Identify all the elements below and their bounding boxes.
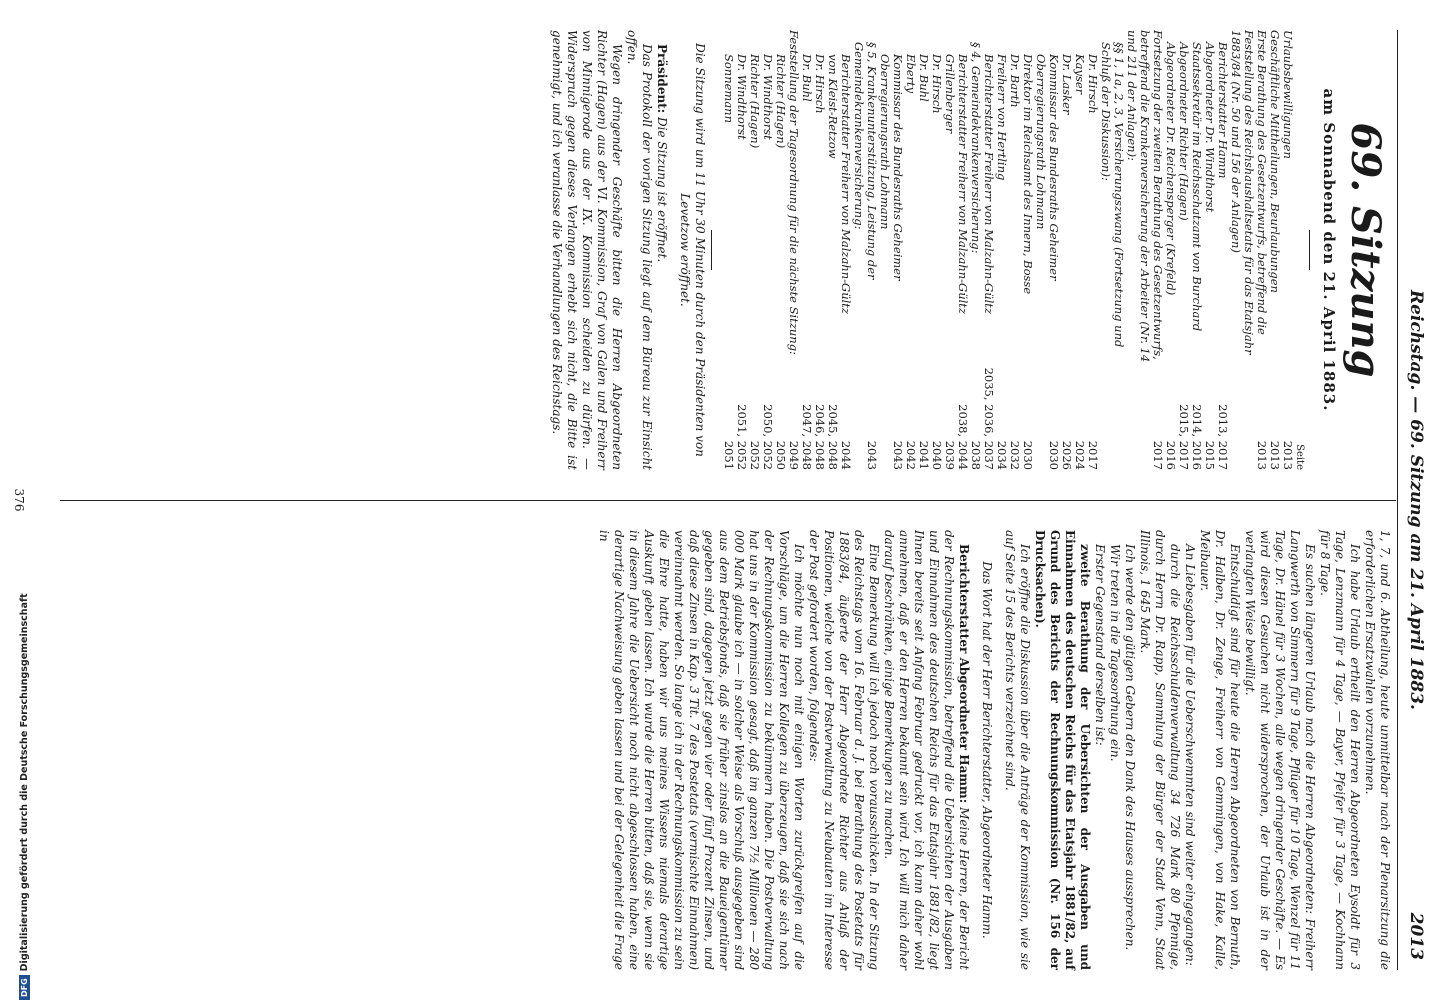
contents-entry: Richter (Hagen) (774, 54, 788, 149)
paragraph: 1, 7, und 6. Abtheilung, heute unmittelbar nach der Plenarsitzung die erforderlichen Ersatzwahlen vorzunehmen. (1363, 530, 1392, 970)
header-title: Reichstag. — 69. Sitzung am 21. April 1883. (1406, 290, 1426, 710)
contents-pages: 2013, 2017 (1216, 404, 1230, 470)
contents-row (1125, 30, 1164, 470)
contents-pages: 2050 (774, 440, 788, 470)
contents-row (852, 30, 878, 470)
contents-pages: 2047, 2048 (800, 404, 814, 470)
contents-pages: 2052 (748, 440, 762, 470)
contents-pages: 2017 (1151, 440, 1165, 470)
contents-pages: 2013 (1255, 440, 1269, 470)
contents-pages: 2030 (1047, 440, 1061, 470)
paragraph: Ich habe Urlaub ertheilt den Herren Abgeordneten Eysoldt für 3 Tage, Lenzmann für 4 Tage, — Bayer, Pfeifer für 3 Tage, — Kochhann für 8 Tage. (1318, 530, 1362, 970)
contents-pages: 2050, 2052 (761, 404, 775, 470)
contents-entry: Kommissar des Bundesraths Geheimer Oberregierungsrath Lohmann (1034, 54, 1061, 281)
contents-row (917, 30, 930, 470)
contents-row (1086, 30, 1099, 470)
contents-row (774, 30, 787, 470)
contents-pages: 2049 (787, 440, 801, 470)
contents-entry: Direktor im Reichsamt des Innern, Bosse (1021, 54, 1035, 295)
contents-entry: Feststellung der Tagesordnung für die nächste Sitzung: (787, 30, 801, 355)
contents-row (1021, 30, 1034, 470)
contents-entry: §§ 1, 1a, 2, 3, Versicherungszwang (Fortsetzung und Schluß der Diskussion): (1099, 42, 1126, 348)
paragraph: Wir treten in die Tagesordnung ein. (1108, 544, 1122, 762)
page-marker: 376 (12, 488, 26, 512)
contents-row (787, 30, 800, 470)
paragraph: An Liebesgaben für die Ueberschwemmten sind weiter eingegangen: (1183, 544, 1197, 966)
contents-pages: 2040 (930, 440, 944, 470)
paragraph: Es suchen längeren Urlaub nach die Herren Abgeordneten: Freiherr Langwerth von Simmern für 9 Tage, Pflüger für 10 Tage, Wenzel für 11 Tage, Dr. Hänel für 3 Wochen, alle wegen dringender Geschäfte. — Es wird diesen Gesuchen nicht widersprochen, der Urlaub ist in der verlangten Weise bewilligt. (1243, 530, 1317, 970)
contents-pages: 2038, 2044 (956, 404, 970, 470)
contents-pages: 2042 (904, 440, 918, 470)
protocol-paragraph: Das Protokoll der vorigen Sitzung liegt auf dem Büreau zur Einsicht offen. (625, 30, 654, 470)
contents-row (943, 30, 956, 470)
contents-pages: 2043 (865, 440, 879, 470)
contents-table (722, 30, 1294, 470)
contents-row (1268, 30, 1281, 470)
contents-entry: Urlaubsbewilligungen (1281, 30, 1295, 159)
contents-row (1203, 30, 1216, 470)
contents-pages: 2044 (839, 440, 853, 470)
contents-entry: von Kleist-Retzow (826, 54, 840, 159)
column-divider (60, 500, 1396, 501)
contents-entry: Berichterstatter Freiherr von Malzahn-Gültz (982, 54, 996, 314)
contents-pages: 2024 (1073, 440, 1087, 470)
contents-row (826, 30, 839, 470)
contents-row (956, 30, 969, 470)
left-column (549, 30, 1392, 470)
opening-text: Die Sitzung wird um 11 Uhr 30 Minuten durch den Präsidenten von Levetzow eröffnet. (678, 43, 707, 457)
contents-pages: 2013 (1268, 440, 1282, 470)
contents-entry: Berichterstatter Freiherr von Malzahn-Gültz (839, 54, 853, 314)
contents-pages: 2030 (1021, 440, 1035, 470)
contents-pages (1099, 368, 1125, 470)
session-subtitle: am Sonnabend den 21. April 1883. (1320, 88, 1338, 412)
contents-entry: Berichterstatter Freiherr von Malzahn-Gültz (956, 54, 970, 314)
contents-entry: Staatssekretär im Reichsschatzamt von Burchard (1190, 42, 1204, 332)
header-page-number: 2013 (1406, 912, 1426, 960)
credit-text: Digitalisierung gefördert durch die Deutsche Forschungsgemeinschaft (18, 593, 30, 972)
contents-entry: Richter (Hagen) (748, 54, 762, 149)
dfg-logo: DFG (19, 975, 30, 1000)
paragraph: Entschuldigt sind für heute die Herren Abgeordneten von Bernuth, Dr. Halben, Dr. Zenge, Freiherr von Gemmingen, von Hake, Kalle, Meibauer. (1198, 530, 1242, 970)
contents-pages: 2017 (1086, 440, 1100, 470)
contents-pages: 2051 (722, 440, 736, 470)
contents-row (722, 30, 735, 470)
contents-pages: 2045, 2048 (826, 404, 840, 470)
speech-text: Meine Herren, der Bericht der Rechnungskommission, betreffend die Uebersichten der Ausgaben und Einnahmen des deutschen Reichs für das Etatsjahr 1881/82, liegt Ihnen bereits seit Anfang Februar gedruckt vor, ich kann daher wohl annehmen, daß er den Herren bekannt sein wird. Ich will mich daher darauf beschränken, einige Bemerkungen zu machen. (882, 530, 971, 970)
contents-row (1060, 30, 1073, 470)
quoted-paragraph: Ich möchte nun noch mit einigen Worten zurückgreifen auf die Vorschläge, um die Herren Kollegen zu überzeugen, daß sie sich nach der Rechnungskommission zu bekümmern haben. Die Postverwaltung hat uns in der Kommission gesagt, daß im ganzen 7½ Millionen — 280 000 Mark glaube ich — in solcher Weise als Vorschuß ausgegeben sind aus dem Betriebsfonds, daß sie früher zinslos an die Baueigentümer gegeben sind, dagegen jetzt gegen vier oder fünf Prozent Zinsen, und daß diese Zinsen in Kap. 3 Tit. 7 des Postetats (vermischte Einnahmen) vereinnahmt werden. So lange ich in der Rechnungskommission zu sein die Ehre hatte, haben wir uns meines Wissens niemals derartige Auskunft geben lassen. Ich wurde die Herren bitten, daß sie, wenn sie in diesem Jahre die Uebersicht noch nicht abgeschlossen haben, eine derartige Nachweisung geben lassen und bei der Gelegenheit die Frage in (597, 530, 806, 970)
contents-entry: Dr. Lasker (1060, 54, 1074, 115)
contents-entry: Erste Berathung des Gesetzentwurfs, betreffend die Feststellung des Reichshaushaltsetats für das Etatsjahr 1883/84 (Nr. 50 und 156 der Anlagen) (1229, 30, 1269, 355)
contents-row (1177, 30, 1190, 470)
running-header (1396, 40, 1426, 960)
contents-rule (711, 230, 712, 270)
contents-entry: Dr. Buhl (800, 54, 814, 102)
contents-row (878, 30, 904, 470)
contents-pages: 2032 (1008, 440, 1022, 470)
contents-row (1281, 30, 1294, 470)
paragraph: Das Wort hat der Herr Berichterstatter, Abgeordneter Hamm. (980, 561, 994, 939)
paragraph: Erster Gegenstand derselben ist: (1093, 544, 1107, 746)
contents-row (1229, 30, 1268, 470)
contents-pages: 2043 (891, 440, 905, 470)
contents-entry: Kommissar des Bundesraths Geheimer Oberregierungsrath Lohmann (878, 54, 905, 281)
right-column (596, 530, 1392, 970)
contents-entry: Dr. Buhl (917, 54, 931, 102)
contents-entry: Freiherr von Hertling (995, 54, 1009, 181)
paragraph: Ich eröffne die Diskussion über die Anträge der Kommission, wie sie auf Seite 15 des Berichts verzeichnet sind. (1003, 530, 1032, 970)
contents-entry: Eberty (904, 54, 918, 94)
contents-row (930, 30, 943, 470)
contents-entry: Dr. Hirsch (930, 54, 944, 114)
contents-row (1099, 30, 1125, 470)
contents-pages: 2016 (1164, 440, 1178, 470)
contents-row (735, 30, 748, 470)
contents-entry: § 4, Gemeindekrankenversicherung: (969, 42, 983, 254)
contents-entry: Fortsetzung der zweiten Berathung des Gesetzentwurfs, betreffend die Krankenversicherung der Arbeiter (Nr. 14 und 211 der Anlagen): (1125, 30, 1165, 363)
contents-entry: § 5, Krankenunterstützung, Leistung der Gemeindekrankenversicherung: (852, 42, 879, 280)
contents-row (1073, 30, 1086, 470)
contents-row (748, 30, 761, 470)
president-text: Die Sitzung ist eröffnet. (655, 117, 669, 263)
contents-entry: Dr. Windthorst (761, 54, 775, 140)
contents-row (982, 30, 995, 470)
contents-row (839, 30, 852, 470)
contents-row (969, 30, 982, 470)
contents-entry: Dr. Windthorst (735, 54, 749, 140)
contents-pages: 2039 (943, 440, 957, 470)
contents-entry: Kayser (1073, 54, 1087, 95)
president-paragraph (654, 30, 669, 470)
contents-row (761, 30, 774, 470)
contents-pages: 2035, 2036, 2037 (982, 367, 996, 470)
agenda-item: zweite Berathung der Uebersichten der Ausgaben und Einnahmen des deutschen Reichs für das Etatsjahr 1881/82, auf Grund des Berichts der Rechnungskommission (Nr. 156 der Drucksachen). (1033, 530, 1092, 970)
contents-pages: 2013 (1281, 440, 1295, 470)
contents-row (1164, 30, 1177, 470)
paragraph: Ich werde den gütigen Gebern den Dank des Hauses aussprechen. (1123, 544, 1137, 951)
contents-entry: Abgeordneter Dr. Windthorst (1203, 42, 1217, 213)
contents-row (1008, 30, 1021, 470)
contents-entry: Berichterstatter Hamm (1216, 42, 1230, 179)
contents-entry: Geschäftliche Mittheilungen, Beurlaubungen (1268, 30, 1282, 293)
contents-row (1216, 30, 1229, 470)
contents-entry: Grillenberger (943, 54, 957, 134)
speech-paragraph (881, 530, 971, 970)
contents-pages: 2038 (969, 440, 983, 470)
title-rule (1309, 230, 1310, 270)
contents-pages: 2046, 2048 (813, 404, 827, 470)
contents-entry: Dr. Barth (1008, 54, 1022, 108)
contents-entry: Abgeordneter Richter (Hagen) (1177, 42, 1191, 221)
contents-pages: 2015, 2017 (1177, 404, 1191, 470)
contents-row (995, 30, 1008, 470)
paragraph: Eine Bemerkung will ich jedoch noch vorausschicken. In der Sitzung des Reichstags vom 16. Februar d. J. bei Berathung des Postetats für 1883/84, äußerte der Herr Abgeordnete Richter aus Anlaß der Positionen, welche von der Postverwaltung zu Neubauten im Interesse der Post gefordert worden, folgendes: (807, 530, 881, 970)
contents-entry: Dr. Hirsch (1086, 54, 1100, 114)
president-label: Präsident: (655, 44, 669, 114)
header-rule (1397, 30, 1398, 970)
contents-row (800, 30, 813, 470)
contents-entry: Sonnemann (722, 54, 736, 123)
contents-row (813, 30, 826, 470)
contents-pages: 2051, 2052 (735, 404, 749, 470)
commission-paragraph: Wegen dringender Geschäfte bitten die Herren Abgeordneten Richter (Hagen) aus der VI. Kommission, Graf von Galen und Freiherr von Minnigerode aus der IX. Kommission scheiden zu dürfen. — Widerspruch gegen dieses Verlangen erhebt sich nicht, die Bitte ist genehmigt, und ich veranlasse die Verhandlungen des Reichstags. (550, 30, 624, 470)
speaker-label: Berichterstatter Abgeordneter Hamm: (957, 544, 971, 804)
digitization-credit (0, 593, 30, 1000)
contents-pages: 2014, 2016 (1190, 404, 1204, 470)
session-title: 69. Sitzung (1342, 122, 1389, 378)
contents-row (1190, 30, 1203, 470)
contents-pages: 2034 (995, 440, 1009, 470)
paragraph: durch die Reichsschuldenverwaltung 34 726 Mark 80 Pfennige, durch Herrn Dr. Rapp, Sammlung der Bürger der Stadt Venn, Staat Illinois, 1 645 Mark. (1138, 530, 1182, 970)
contents-pages: 2026 (1060, 440, 1074, 470)
contents-pages: 2015 (1203, 440, 1217, 470)
contents-row (1034, 30, 1060, 470)
seite-label: Seite (1294, 444, 1305, 470)
contents-pages: 2041 (917, 440, 931, 470)
contents-entry: Abgeordneter Dr. Reichensperger (Krefeld) (1164, 42, 1178, 296)
contents-row (904, 30, 917, 470)
contents-entry: Dr. Hirsch (813, 54, 827, 114)
